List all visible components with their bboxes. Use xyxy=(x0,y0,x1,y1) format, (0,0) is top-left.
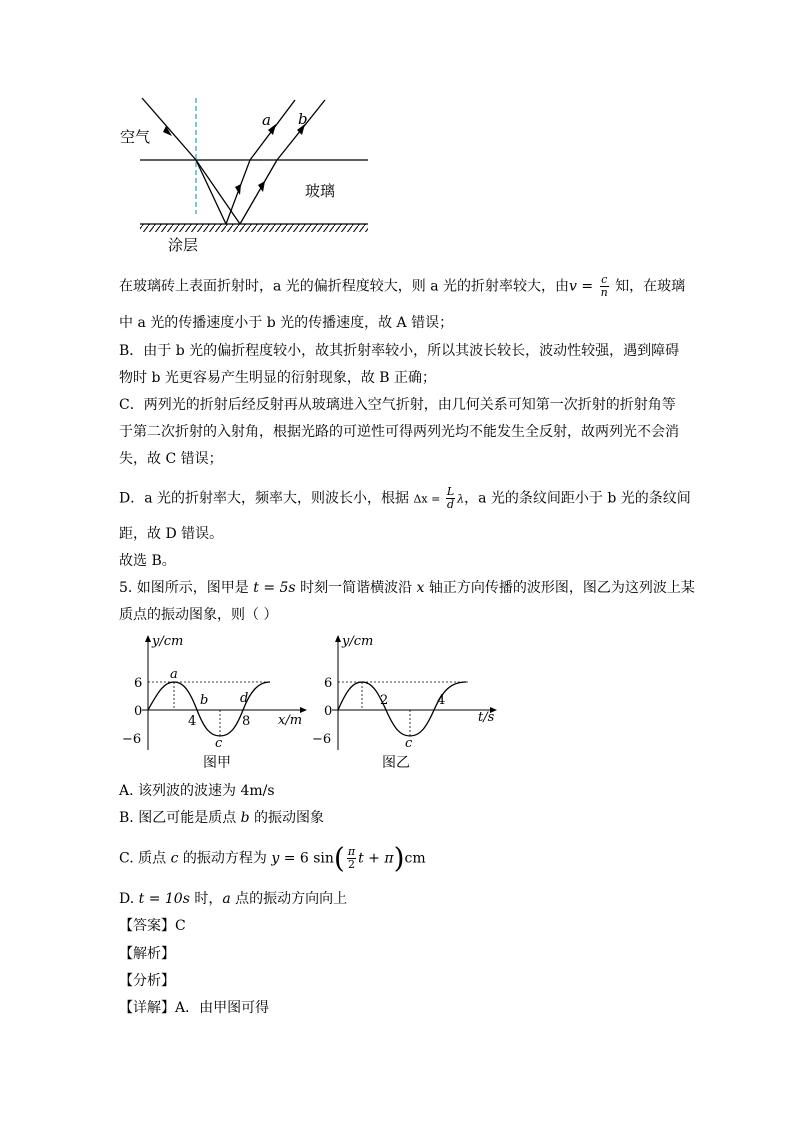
para-line-3: B．由于 b 光的偏折程度较小，故其折射率较小，所以其波长较长，波动性较强，遇到障碍 xyxy=(119,343,680,359)
caption-jia: 图甲 xyxy=(203,755,231,771)
point-a-label: a xyxy=(170,667,178,682)
point-c-label: c xyxy=(215,736,223,751)
ray-a-label: a xyxy=(262,111,271,129)
fraction-l-over-d: $\frac{L}{d}$ xyxy=(446,485,455,511)
tick-minus-6: −6 xyxy=(122,732,142,747)
para-line-6: 于第二次折射的入射角，根据光路的可逆性可得两列光均不能发生全反射，故两列光不会消 xyxy=(119,424,679,440)
tick-4: 4 xyxy=(188,714,197,729)
jiexi-line: 【解析】 xyxy=(119,946,175,962)
tick-0: 0 xyxy=(324,704,333,719)
ray-b-label: b xyxy=(298,110,308,128)
answer-line: 【答案】C xyxy=(119,918,186,934)
air-label: 空气 xyxy=(120,128,151,146)
reflected-ray-b xyxy=(240,160,277,224)
para-line-1: 在玻璃砖上表面折射时，a 光的偏折程度较大，则 a 光的折射率较大，由v = $\frac{c}{n}$ 知，在玻璃 xyxy=(119,273,686,299)
incident-ray xyxy=(142,98,196,160)
point-b-label: b xyxy=(200,693,209,708)
xiangjie-line: 【详解】A．由甲图可得 xyxy=(119,1000,270,1016)
para-line-4: 物时 b 光更容易产生明显的衍射现象，故 B 正确； xyxy=(119,370,437,386)
para-line-9: 距，故 D 错误。 xyxy=(119,526,224,542)
refracted-ray-b xyxy=(196,160,240,224)
question-5-line-1: 5. 如图所示，图甲是 t = 5s 时刻一简谐横波沿 x 轴正方向传播的波形图，图乙为这列波上某 xyxy=(119,580,695,596)
option-d: D. t = 10s 时，a 点的振动方向向上 xyxy=(119,891,348,907)
reflected-ray-a xyxy=(226,160,250,224)
para-line-10: 故选 B。 xyxy=(119,553,176,569)
tick-2: 2 xyxy=(380,693,389,708)
tick-4: 4 xyxy=(437,693,446,708)
refraction-diagram xyxy=(100,90,380,260)
coating-hatch xyxy=(140,224,368,232)
wave-curve xyxy=(148,682,270,736)
para-line-8: D．a 光的折射率大，频率大，则波长小，根据 Δx = $\frac{L}{d}$ λ，a 光的条纹间距小于 b 光的条纹间 xyxy=(119,485,691,511)
fraction-pi-over-2: $\frac{\pi}{2}$ xyxy=(347,845,356,871)
question-5-line-2: 质点的振动图象，则（ ） xyxy=(119,607,278,623)
tick-6: 6 xyxy=(134,676,143,691)
caption-yi: 图乙 xyxy=(382,755,410,771)
coat-label: 涂层 xyxy=(168,236,199,254)
tick-6: 6 xyxy=(324,676,333,691)
x-axis-label: x/m xyxy=(278,713,303,728)
point-c-label: c xyxy=(405,736,413,751)
vibration-graph-yi xyxy=(310,632,510,777)
vibration-curve xyxy=(338,682,466,736)
para-line-5: C．两列光的折射后经反射再从玻璃进入空气折射，由几何关系可知第一次折射的折射角等 xyxy=(119,397,676,413)
wave-graph-jia xyxy=(118,632,318,777)
tick-8: 8 xyxy=(242,714,251,729)
glass-label: 玻璃 xyxy=(305,182,336,200)
option-c: C. 质点 c 的振动方程为 y = 6 sin( $\frac{\pi}{2}$ t + π)cm xyxy=(119,841,426,875)
para-line-2: 中 a 光的传播速度小于 b 光的传播速度，故 A 错误； xyxy=(119,315,454,331)
tick-minus-6: −6 xyxy=(312,732,332,747)
y-axis-label: y/cm xyxy=(152,634,184,649)
option-b: B. 图乙可能是质点 b 的振动图象 xyxy=(119,810,325,826)
option-a: A. 该列波的波速为 4m/s xyxy=(119,783,275,799)
refracted-ray-a xyxy=(196,160,226,224)
fenxi-line: 【分析】 xyxy=(119,973,175,989)
fraction-c-over-n: $\frac{c}{n}$ xyxy=(600,273,608,299)
para-line-7: 失，故 C 错误； xyxy=(119,451,223,467)
y-axis-label: y/cm xyxy=(342,634,374,649)
tick-0: 0 xyxy=(134,704,143,719)
t-axis-label: t/s xyxy=(478,710,495,725)
point-d-label: d xyxy=(240,691,249,706)
